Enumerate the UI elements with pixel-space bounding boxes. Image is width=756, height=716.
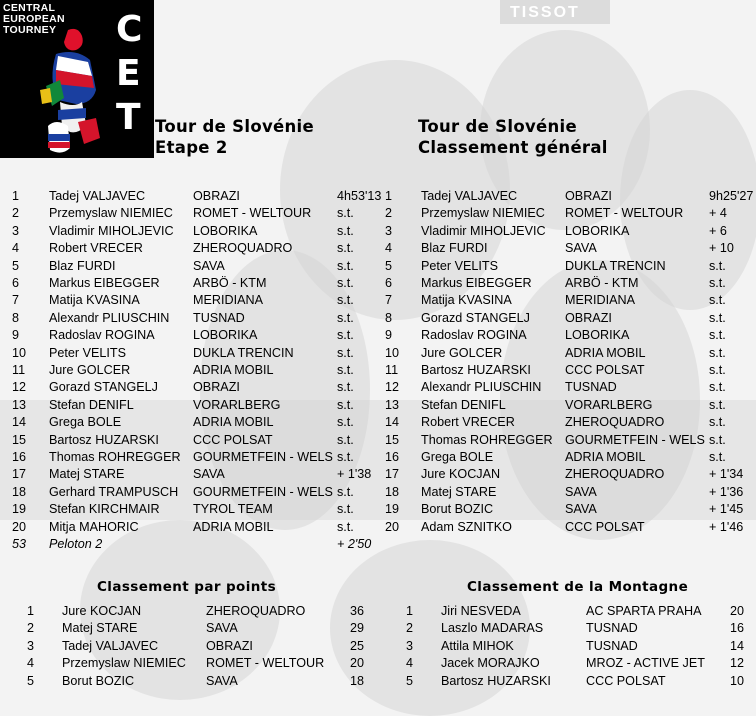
general-row-time: s.t. xyxy=(709,397,726,412)
stage-row-name: Peter VELITS xyxy=(49,345,126,360)
stage-row-time: s.t. xyxy=(337,345,354,360)
general-row-time: + 1'45 xyxy=(709,502,744,517)
general-row-team: ARBÖ - KTM xyxy=(565,276,639,290)
stage-row-pos: 14 xyxy=(12,415,27,430)
general-row-name: Alexandr PLIUSCHIN xyxy=(421,380,542,395)
points-row-pts: 18 xyxy=(350,673,365,688)
general-row-pos: 10 xyxy=(385,345,400,360)
stage-row-name: Tadej VALJAVEC xyxy=(49,189,146,203)
mountain-row-name: Jiri NESVEDA xyxy=(441,604,521,618)
stage-row-name: Matej STARE xyxy=(49,467,125,482)
mountain-row-pts: 12 xyxy=(730,656,745,671)
stage-row-time: s.t. xyxy=(337,502,354,517)
mountain-row-team: CCC POLSAT xyxy=(586,673,666,688)
cet-logo xyxy=(0,0,154,158)
mountain-row-name: Laszlo MADARAS xyxy=(441,621,544,636)
general-row-time: s.t. xyxy=(709,432,726,447)
mountain-row-team: AC SPARTA PRAHA xyxy=(586,604,702,618)
mountain-row-team: TUSNAD xyxy=(586,638,638,653)
general-row-pos: 15 xyxy=(385,432,400,447)
stage-row-time: + 2'50 xyxy=(337,537,372,551)
points-row-team: ROMET - WELTOUR xyxy=(206,656,325,671)
stage-row-time: 4h53'13 xyxy=(337,189,382,203)
stage-row-time: s.t. xyxy=(337,241,354,256)
mountain-row-name: Jacek MORAJKO xyxy=(441,656,540,671)
mountain-row-pos: 5 xyxy=(406,673,414,688)
general-row-name: Grega BOLE xyxy=(421,450,494,464)
points-row-name: Matej STARE xyxy=(62,621,138,636)
general-row-name: Matija KVASINA xyxy=(421,293,512,308)
points-row-pos: 1 xyxy=(27,604,35,618)
stage-row-time: s.t. xyxy=(337,380,354,395)
stage-row-team: ROMET - WELTOUR xyxy=(193,206,312,221)
general-row-pos: 9 xyxy=(385,328,393,343)
mountain-row-pos: 1 xyxy=(406,604,414,618)
points-row-pts: 20 xyxy=(350,656,365,671)
stage-row-name: Jure GOLCER xyxy=(49,363,131,377)
stage-title-line2: Etape 2 xyxy=(155,138,228,157)
general-row-time: + 1'36 xyxy=(709,484,744,499)
stage-row-team: VORARLBERG xyxy=(193,397,281,412)
general-row-team: SAVA xyxy=(565,241,597,256)
stage-row-name: Peloton 2 xyxy=(49,537,103,551)
general-row-team: VORARLBERG xyxy=(565,397,653,412)
stage-row-time: s.t. xyxy=(337,519,354,534)
points-row-pts: 29 xyxy=(350,621,365,636)
stage-row-pos: 11 xyxy=(12,363,26,377)
points-row-name: Jure KOCJAN xyxy=(62,604,142,618)
general-row-pos: 17 xyxy=(385,467,400,482)
general-row-team: ADRIA MOBIL xyxy=(565,450,646,464)
points-title: Classement par points xyxy=(97,579,277,595)
stage-row-pos: 8 xyxy=(12,310,20,325)
general-row-time: + 1'34 xyxy=(709,467,744,482)
stage-row-time: s.t. xyxy=(337,258,354,273)
stage-row-pos: 19 xyxy=(12,502,27,517)
stage-row-team: CCC POLSAT xyxy=(193,432,273,447)
sponsor-banner: TISSOT xyxy=(500,0,610,24)
logo-text-line1: CENTRAL xyxy=(3,2,56,14)
stage-row-team: OBRAZI xyxy=(193,380,240,395)
mountain-row-team: MROZ - ACTIVE JET xyxy=(586,656,705,671)
mountain-row-pos: 2 xyxy=(406,621,414,636)
stage-row-pos: 2 xyxy=(12,206,20,221)
general-row-time: 9h25'27 xyxy=(709,189,754,203)
general-row-pos: 2 xyxy=(385,206,393,221)
points-row-name: Borut BOZIC xyxy=(62,673,135,688)
general-row-name: Tadej VALJAVEC xyxy=(421,189,518,203)
general-row-name: Vladimir MIHOLJEVIC xyxy=(421,223,546,238)
stage-row-pos: 1 xyxy=(12,189,20,203)
stage-row-name: Przemyslaw NIEMIEC xyxy=(49,206,173,221)
stage-row-pos: 12 xyxy=(12,380,27,395)
general-row-pos: 20 xyxy=(385,519,400,534)
stage-row-pos: 4 xyxy=(12,241,20,256)
points-row-team: OBRAZI xyxy=(206,638,253,653)
mountain-row-pos: 3 xyxy=(406,638,414,653)
stage-row-pos: 53 xyxy=(12,537,27,551)
general-row-name: Markus EIBEGGER xyxy=(421,276,532,290)
general-row-time: + 4 xyxy=(709,206,727,221)
stage-row-name: Markus EIBEGGER xyxy=(49,276,160,290)
general-row-time: s.t. xyxy=(709,276,726,290)
general-row-name: Blaz FURDI xyxy=(421,241,488,256)
logo-letter-t: T xyxy=(116,97,141,138)
stage-row-time: s.t. xyxy=(337,310,354,325)
mountain-row-pos: 4 xyxy=(406,656,414,671)
general-row-pos: 3 xyxy=(385,223,393,238)
stage-row-pos: 7 xyxy=(12,293,20,308)
stage-row-pos: 16 xyxy=(12,450,27,464)
stage-row-time: + 1'38 xyxy=(337,467,372,482)
general-row-pos: 1 xyxy=(385,189,393,203)
mountain-row-pts: 10 xyxy=(730,673,745,688)
general-row-pos: 11 xyxy=(385,363,399,377)
points-row-pos: 5 xyxy=(27,673,35,688)
stage-row-time: s.t. xyxy=(337,206,354,221)
general-row-pos: 16 xyxy=(385,450,400,464)
general-row-name: Jure KOCJAN xyxy=(421,467,501,482)
points-row-name: Tadej VALJAVEC xyxy=(62,638,159,653)
points-row-team: SAVA xyxy=(206,621,238,636)
general-row-name: Jure GOLCER xyxy=(421,345,503,360)
points-row-team: SAVA xyxy=(206,673,238,688)
stage-row-name: Matija KVASINA xyxy=(49,293,140,308)
general-row-name: Robert VRECER xyxy=(421,415,515,430)
mountain-row-pts: 20 xyxy=(730,604,745,618)
logo-text-line2: EUROPEAN xyxy=(3,13,65,25)
general-title xyxy=(418,116,608,158)
stage-row-name: Stefan KIRCHMAIR xyxy=(49,502,160,517)
stage-row-name: Bartosz HUZARSKI xyxy=(49,432,159,447)
general-row-time: s.t. xyxy=(709,345,726,360)
general-row-time: s.t. xyxy=(709,293,726,308)
stage-row-pos: 13 xyxy=(12,397,27,412)
stage-row-team: LOBORIKA xyxy=(193,328,258,343)
stage-row-time: s.t. xyxy=(337,223,354,238)
stage-row-team: SAVA xyxy=(193,467,225,482)
general-row-time: + 10 xyxy=(709,241,734,256)
general-title-line2: Classement général xyxy=(418,138,608,157)
stage-row-name: Robert VRECER xyxy=(49,241,143,256)
points-row-pos: 2 xyxy=(27,621,35,636)
general-row-pos: 19 xyxy=(385,502,400,517)
points-row-name: Przemyslaw NIEMIEC xyxy=(62,656,186,671)
general-row-time: s.t. xyxy=(709,415,726,430)
general-row-team: OBRAZI xyxy=(565,310,612,325)
stage-row-pos: 10 xyxy=(12,345,27,360)
mountain-row-team: TUSNAD xyxy=(586,621,638,636)
stage-title xyxy=(155,116,314,158)
general-row-name: Stefan DENIFL xyxy=(421,397,506,412)
general-row-team: DUKLA TRENCIN xyxy=(565,258,666,273)
general-row-team: MERIDIANA xyxy=(565,293,635,308)
stage-row-pos: 17 xyxy=(12,467,27,482)
stage-title-line1: Tour de Slovénie xyxy=(155,117,314,136)
stage-row-time: s.t. xyxy=(337,397,354,412)
mountain-row-pts: 16 xyxy=(730,621,745,636)
stage-row-pos: 6 xyxy=(12,276,20,290)
general-title-line1: Tour de Slovénie xyxy=(418,117,577,136)
stage-row-team: OBRAZI xyxy=(193,189,240,203)
stage-row-team: ADRIA MOBIL xyxy=(193,415,274,430)
stage-row-team: ADRIA MOBIL xyxy=(193,519,274,534)
general-row-team: ZHEROQUADRO xyxy=(565,467,665,482)
logo-letter-c: C xyxy=(116,9,143,50)
stage-row-team: GOURMETFEIN - WELS xyxy=(193,484,333,499)
general-row-team: GOURMETFEIN - WELS xyxy=(565,432,705,447)
general-row-team: CCC POLSAT xyxy=(565,519,645,534)
stage-row-pos: 5 xyxy=(12,258,20,273)
general-row-team: LOBORIKA xyxy=(565,223,630,238)
general-row-pos: 18 xyxy=(385,484,400,499)
points-row-pos: 4 xyxy=(27,656,35,671)
general-row-pos: 6 xyxy=(385,276,393,290)
general-row-time: s.t. xyxy=(709,363,726,377)
stage-row-team: DUKLA TRENCIN xyxy=(193,345,294,360)
stage-row-name: Radoslav ROGINA xyxy=(49,328,155,343)
general-row-name: Thomas ROHREGGER xyxy=(421,432,553,447)
stage-row-name: Thomas ROHREGGER xyxy=(49,450,181,464)
stage-row-pos: 3 xyxy=(12,223,20,238)
general-row-time: s.t. xyxy=(709,258,726,273)
stage-row-team: ZHEROQUADRO xyxy=(193,241,293,256)
general-row-time: + 1'46 xyxy=(709,519,744,534)
general-row-time: s.t. xyxy=(709,450,726,464)
general-row-name: Adam SZNITKO xyxy=(421,519,512,534)
general-row-time: s.t. xyxy=(709,380,726,395)
stage-row-pos: 20 xyxy=(12,519,27,534)
stage-row-pos: 9 xyxy=(12,328,20,343)
general-row-time: s.t. xyxy=(709,310,726,325)
stage-row-name: Stefan DENIFL xyxy=(49,397,134,412)
general-row-pos: 12 xyxy=(385,380,400,395)
general-row-team: ROMET - WELTOUR xyxy=(565,206,684,221)
general-row-pos: 5 xyxy=(385,258,393,273)
general-row-team: LOBORIKA xyxy=(565,328,630,343)
stage-row-time: s.t. xyxy=(337,293,354,308)
stage-row-team: LOBORIKA xyxy=(193,223,258,238)
stage-row-name: Alexandr PLIUSCHIN xyxy=(49,310,170,325)
mountain-row-pts: 14 xyxy=(730,638,745,653)
points-row-pos: 3 xyxy=(27,638,35,653)
general-row-pos: 8 xyxy=(385,310,393,325)
mountain-title: Classement de la Montagne xyxy=(467,579,689,595)
general-row-name: Bartosz HUZARSKI xyxy=(421,363,531,377)
stage-row-pos: 15 xyxy=(12,432,27,447)
stage-row-team: TYROL TEAM xyxy=(193,502,273,517)
general-row-name: Przemyslaw NIEMIEC xyxy=(421,206,545,221)
general-row-name: Peter VELITS xyxy=(421,258,498,273)
points-row-pts: 25 xyxy=(350,638,365,653)
points-row-pts: 36 xyxy=(350,604,365,618)
stage-row-time: s.t. xyxy=(337,415,354,430)
stage-row-pos: 18 xyxy=(12,484,27,499)
general-row-pos: 13 xyxy=(385,397,400,412)
cyclist-flags-icon xyxy=(38,26,108,156)
general-row-name: Radoslav ROGINA xyxy=(421,328,527,343)
general-row-pos: 4 xyxy=(385,241,393,256)
general-row-team: OBRAZI xyxy=(565,189,612,203)
general-row-name: Gorazd STANGELJ xyxy=(421,310,530,325)
mountain-row-name: Bartosz HUZARSKI xyxy=(441,673,551,688)
stage-row-name: Vladimir MIHOLJEVIC xyxy=(49,223,174,238)
stage-row-time: s.t. xyxy=(337,450,354,464)
points-row-team: ZHEROQUADRO xyxy=(206,604,306,618)
general-row-name: Matej STARE xyxy=(421,484,497,499)
stage-row-name: Grega BOLE xyxy=(49,415,122,430)
general-row-team: SAVA xyxy=(565,484,597,499)
stage-row-team: TUSNAD xyxy=(193,310,245,325)
general-row-time: s.t. xyxy=(709,328,726,343)
stage-row-name: Mitja MAHORIC xyxy=(49,519,139,534)
general-row-pos: 7 xyxy=(385,293,393,308)
stage-row-team: GOURMETFEIN - WELS xyxy=(193,450,333,464)
stage-row-time: s.t. xyxy=(337,276,354,290)
stage-row-time: s.t. xyxy=(337,484,354,499)
general-row-name: Borut BOZIC xyxy=(421,502,494,517)
general-row-team: TUSNAD xyxy=(565,380,617,395)
stage-row-team: SAVA xyxy=(193,258,225,273)
mountain-row-name: Attila MIHOK xyxy=(441,638,514,653)
stage-row-time: s.t. xyxy=(337,432,354,447)
stage-row-team: ADRIA MOBIL xyxy=(193,363,274,377)
stage-row-name: Gorazd STANGELJ xyxy=(49,380,158,395)
general-row-team: SAVA xyxy=(565,502,597,517)
general-row-time: + 6 xyxy=(709,223,727,238)
stage-row-name: Gerhard TRAMPUSCH xyxy=(49,484,179,499)
stage-row-name: Blaz FURDI xyxy=(49,258,116,273)
stage-row-team: MERIDIANA xyxy=(193,293,263,308)
stage-row-time: s.t. xyxy=(337,328,354,343)
stage-row-team: ARBÖ - KTM xyxy=(193,276,267,290)
stage-row-time: s.t. xyxy=(337,363,354,377)
general-row-team: ZHEROQUADRO xyxy=(565,415,665,430)
general-row-team: CCC POLSAT xyxy=(565,363,645,377)
general-row-pos: 14 xyxy=(385,415,400,430)
general-row-team: ADRIA MOBIL xyxy=(565,345,646,360)
logo-text-line3: TOURNEY xyxy=(3,24,57,36)
logo-letter-e: E xyxy=(116,53,141,94)
